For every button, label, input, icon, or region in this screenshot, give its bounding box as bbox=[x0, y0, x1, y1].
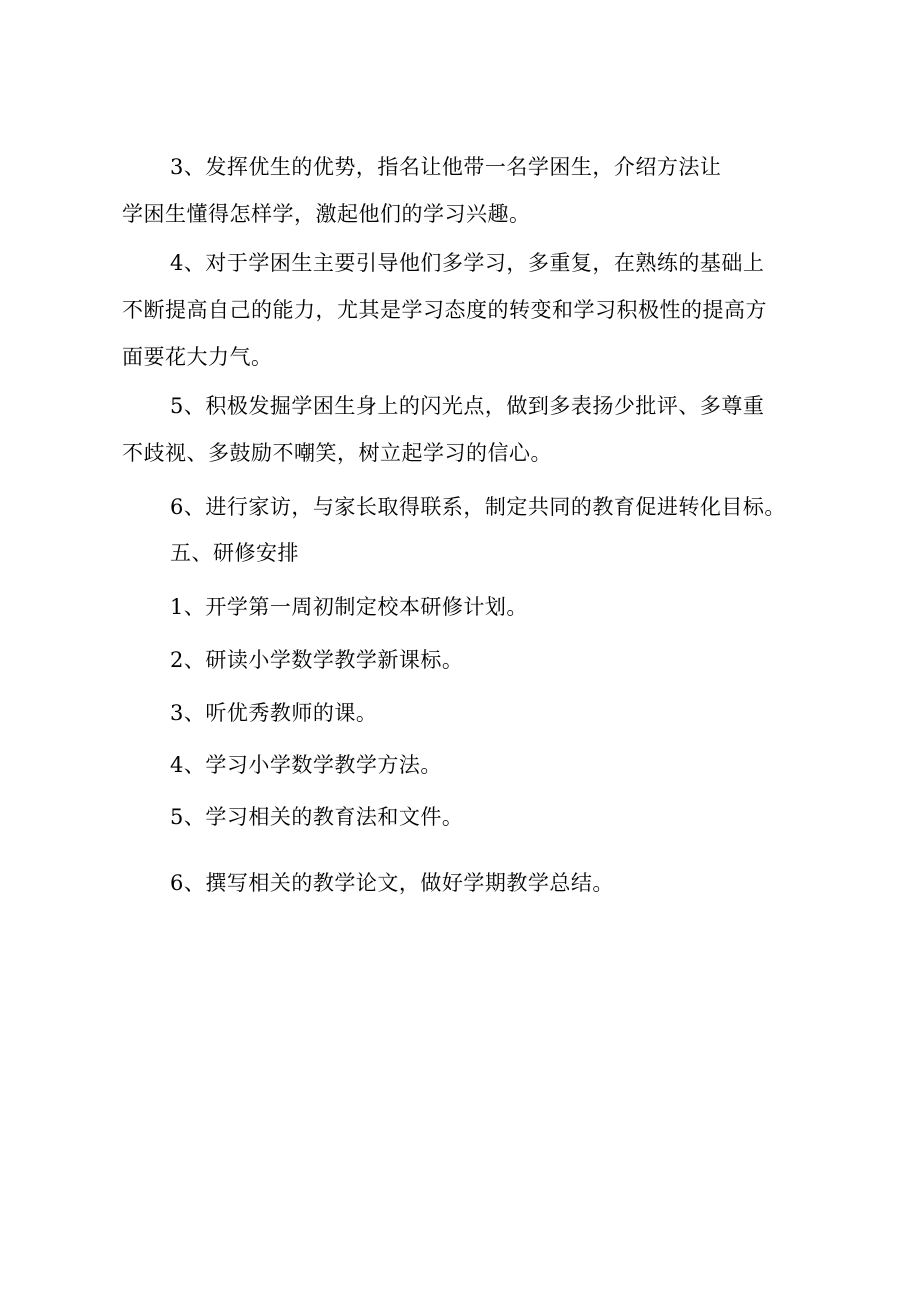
text-line: 6、进行家访，与家长取得联系，制定共同的教育促进转化目标。 bbox=[170, 495, 786, 519]
plan-item-2 bbox=[122, 637, 822, 684]
text-line: 6、撰写相关的教学论文，做好学期教学总结。 bbox=[170, 871, 614, 895]
plan-item-4 bbox=[122, 742, 822, 789]
text-line: 2、研读小学数学教学新课标。 bbox=[170, 648, 464, 672]
section-heading bbox=[122, 530, 822, 577]
text-line: 5、积极发掘学困生身上的闪光点，做到多表扬少批评、多尊重 bbox=[170, 394, 765, 418]
text-line: 4、对于学困生主要引导他们多学习，多重复，在熟练的基础上 bbox=[170, 251, 765, 275]
text-line: 不断提高自己的能力，尤其是学习态度的转变和学习积极性的提高方 bbox=[122, 298, 767, 322]
plan-item-5 bbox=[122, 794, 822, 841]
text-line: 1、开学第一周初制定校本研修计划。 bbox=[170, 595, 528, 619]
text-line: 3、听优秀教师的课。 bbox=[170, 701, 378, 725]
paragraph-item-4 bbox=[122, 240, 822, 381]
text-line: 3、发挥优生的优势，指名让他带一名学困生，介绍方法让 bbox=[170, 155, 722, 179]
text-line: 4、学习小学数学教学方法。 bbox=[170, 753, 442, 777]
plan-item-3 bbox=[122, 690, 822, 737]
plan-item-1 bbox=[122, 584, 822, 631]
text-line: 面要花大力气。 bbox=[122, 345, 273, 369]
paragraph-item-5 bbox=[122, 383, 822, 477]
paragraph-item-3 bbox=[122, 144, 822, 238]
plan-item-6 bbox=[122, 860, 822, 907]
text-line: 学困生懂得怎样学，激起他们的学习兴趣。 bbox=[122, 202, 531, 226]
paragraph-item-6 bbox=[122, 484, 822, 531]
text-line: 不歧视、多鼓励不嘲笑，树立起学习的信心。 bbox=[122, 441, 552, 465]
text-line: 五、研修安排 bbox=[170, 541, 299, 565]
text-line: 5、学习相关的教育法和文件。 bbox=[170, 805, 464, 829]
